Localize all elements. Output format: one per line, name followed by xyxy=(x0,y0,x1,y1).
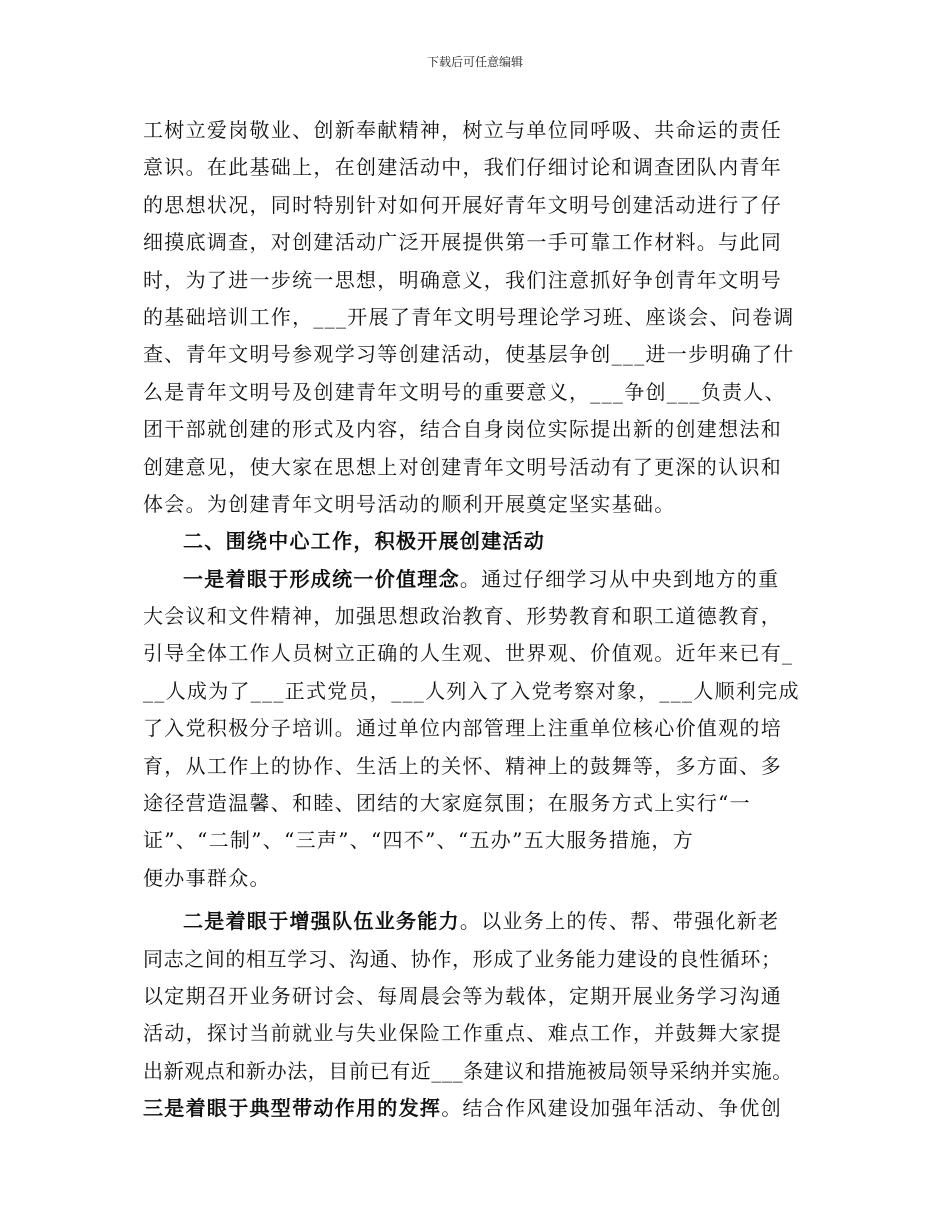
item-2 xyxy=(143,903,815,1090)
paragraph-1 xyxy=(143,112,815,523)
item-1-first-line xyxy=(143,561,815,598)
text-line: 么是青年文明号及创建青年文明号的重要意义，___争创___负责人、 xyxy=(143,379,786,404)
page-header: 下载后可任意编辑 xyxy=(426,55,523,69)
text-line: 体会。为创建青年文明号活动的顺利开展奠定坚实基础。 xyxy=(143,491,676,516)
text-line: 创建意见，使大家在思想上对创建青年文明号活动有了更深的认识和 xyxy=(143,454,782,479)
text-line: 团干部就创建的形式及内容，结合自身岗位实际提出新的创建想法和 xyxy=(143,417,782,442)
item-2-text: 。以业务上的传、帮、带强化新老 xyxy=(459,909,780,934)
text-line: 便办事群众。 xyxy=(143,865,271,890)
text-line: 途径营造温馨、和睦、团结的大家庭氛围；在服务方式上实行“一 xyxy=(143,791,751,816)
item-1-heading: 一是着眼于形成统一价值理念 xyxy=(183,566,460,591)
text-line: 了入党积极分子培训。通过单位内部管理上注重单位核心价值观的培 xyxy=(143,716,782,741)
text-line: 大会议和文件精神，加强思想政治教育、形势教育和职工道德教育， xyxy=(143,604,782,629)
text-line: 的基础培训工作，___开展了青年文明号理论学习班、座谈会、问卷调 xyxy=(143,304,795,329)
item-2-first-line xyxy=(143,903,815,940)
text-line: __人成为了___正式党员，___人列入了入党考察对象，___人顺利完成 xyxy=(143,678,800,703)
text-line: 育，从工作上的协作、生活上的关怀、精神上的鼓舞等，多方面、多 xyxy=(143,753,782,778)
item-3 xyxy=(143,1090,815,1127)
text-line: 的思想状况，同时特别针对如何开展好青年文明号创建活动进行了仔 xyxy=(143,192,782,217)
item-3-text: 。结合作风建设加强年活动、争优创 xyxy=(441,1096,783,1121)
item-1-text: 。通过仔细学习从中央到地方的重 xyxy=(459,566,780,591)
text-line: 以定期召开业务研讨会、每周晨会等为载体，定期开展业务学习沟通 xyxy=(143,983,782,1008)
document-body xyxy=(143,112,815,1128)
text-line: 查、青年文明号参观学习等创建活动，使基层争创___进一步明确了什 xyxy=(143,342,795,367)
item-3-heading: 三是着眼于典型带动作用的发挥 xyxy=(143,1096,442,1121)
text-line: 活动，探讨当前就业与失业保险工作重点、难点工作，并鼓舞大家提 xyxy=(143,1021,782,1046)
item-2-heading: 二是着眼于增强队伍业务能力 xyxy=(183,909,460,934)
text-line: 证”、“二制”、“三声”、“四不”、“五办”五大服务措施，方 xyxy=(143,828,695,853)
text-line: 引导全体工作人员树立正确的人生观、世界观、价值观。近年来已有_ xyxy=(143,641,794,666)
text-line: 意识。在此基础上，在创建活动中，我们仔细讨论和调查团队内青年 xyxy=(143,155,782,180)
text-line: 工树立爱岗敬业、创新奉献精神，树立与单位同呼吸、共命运的责任 xyxy=(143,118,782,142)
item-3-first-line xyxy=(143,1090,815,1127)
text-line: 出新观点和新办法，目前已有近___条建议和措施被局领导采纳并实施。 xyxy=(143,1058,793,1083)
text-line: 时，为了进一步统一思想，明确意义，我们注意抓好争创青年文明号 xyxy=(143,267,782,292)
item-1 xyxy=(143,561,815,898)
text-line: 细摸底调查，对创建活动广泛开展提供第一手可靠工作材料。与此同 xyxy=(143,230,782,255)
section-heading: 二、围绕中心工作，积极开展创建活动 xyxy=(183,529,546,554)
text-line: 同志之间的相互学习、沟通、协作，形成了业务能力建设的良性循环； xyxy=(143,946,782,971)
